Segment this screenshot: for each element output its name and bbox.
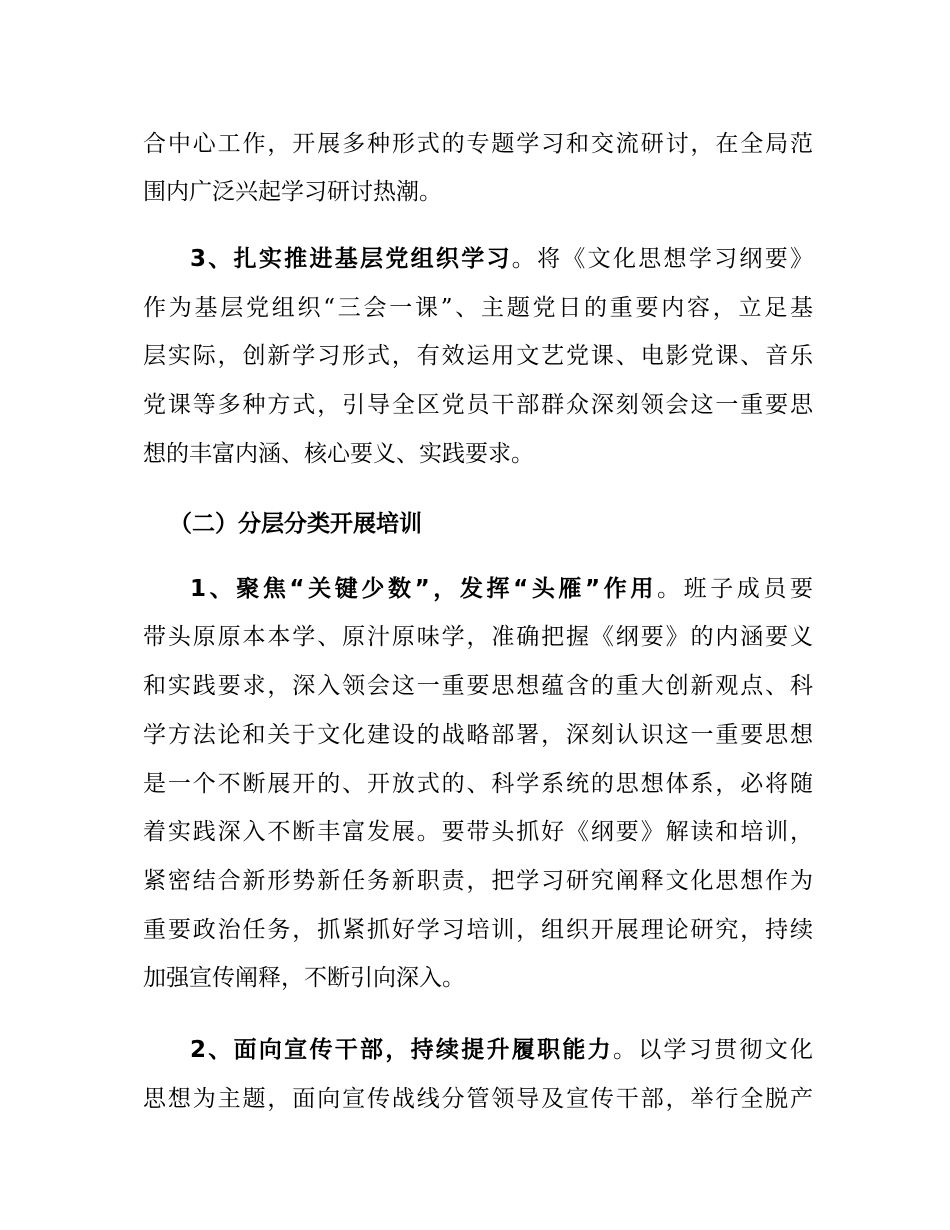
item-2-first-line-rest: 。以学习贯彻文化 <box>612 1037 813 1063</box>
item-3-first-line-rest: 。将《文化思想学习纲要》 <box>511 246 813 272</box>
item-1-line-2: 带头原原本本学、原汁原味学，准确把握《纲要》的内涵要义 <box>143 624 813 650</box>
section-heading-2: （二）分层分类开展培训 <box>169 511 422 537</box>
item-1-heading: 1、聚焦“关键少数”，发挥“头雁”作用 <box>190 576 657 602</box>
item-3-line-3: 层实际，创新学习形式，有效运用文艺党课、电影党课、音乐 <box>143 343 813 369</box>
item-3-first-line <box>190 239 813 279</box>
intro-line-1: 合中心工作，开展多种形式的专题学习和交流研讨，在全局范 <box>143 131 813 157</box>
item-1-first-line <box>190 569 813 609</box>
item-3-heading: 3、扎实推进基层党组织学习 <box>190 246 512 272</box>
item-1-first-line-rest: 。班子成员要 <box>656 576 813 602</box>
item-3-line-4: 党课等多种方式，引导全区党员干部群众深刻领会这一重要思 <box>143 392 813 418</box>
item-1-line-9: 加强宣传阐释，不断引向深入。 <box>143 965 465 991</box>
item-1-line-4: 学方法论和关于文化建设的战略部署，深刻认识这一重要思想 <box>143 722 813 748</box>
intro-line-2: 围内广泛兴起学习研讨热潮。 <box>143 179 442 205</box>
item-3-line-2: 作为基层党组织“三会一课”、主题党日的重要内容，立足基 <box>143 295 813 321</box>
item-2-line-2: 思想为主题，面向宣传战线分管领导及宣传干部，举行全脱产 <box>143 1086 813 1112</box>
item-2-heading: 2、面向宣传干部，持续提升履职能力 <box>190 1037 613 1063</box>
item-3-line-5: 想的丰富内涵、核心要义、实践要求。 <box>143 441 534 467</box>
item-1-line-5: 是一个不断展开的、开放式的、科学系统的思想体系，必将随 <box>143 771 813 797</box>
item-1-line-6: 着实践深入不断丰富发展。要带头抓好《纲要》解读和培训， <box>143 819 813 845</box>
item-1-line-8: 重要政治任务，抓紧抓好学习培训，组织开展理论研究，持续 <box>143 917 813 943</box>
item-1-line-7: 紧密结合新形势新任务新职责，把学习研究阐释文化思想作为 <box>143 868 813 894</box>
item-1-line-3: 和实践要求，深入领会这一重要思想蕴含的重大创新观点、科 <box>143 673 813 699</box>
item-2-first-line <box>190 1030 813 1070</box>
